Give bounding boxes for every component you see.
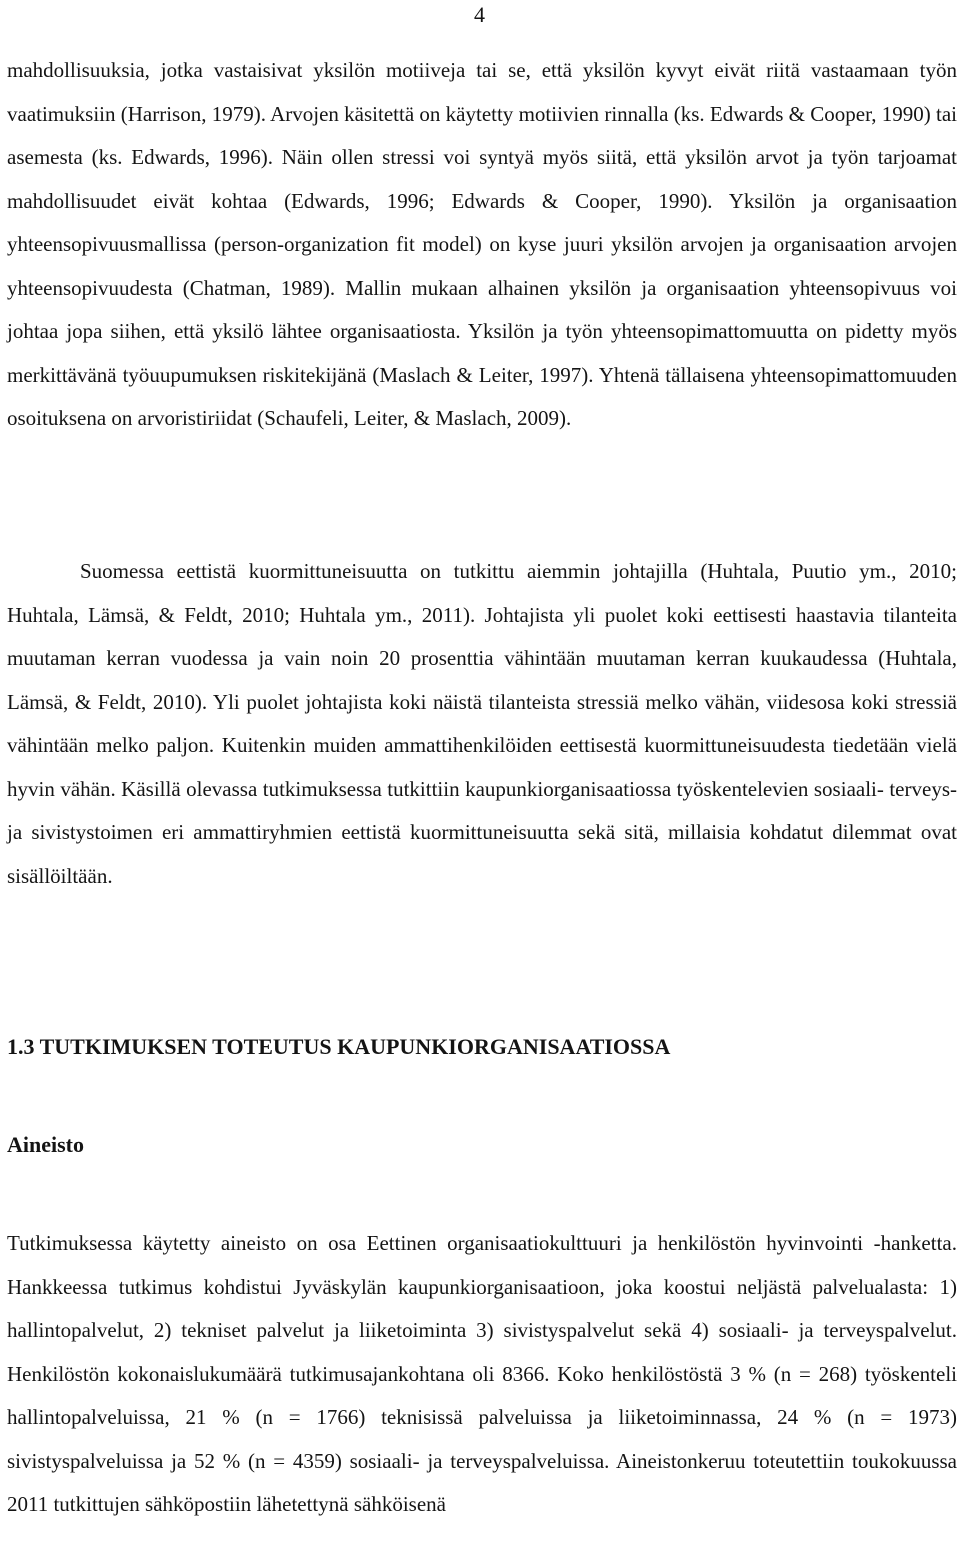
body-paragraph-2: Suomessa eettistä kuormittuneisuutta on tutkittu aiemmin johtajilla (Huhtala, Puutio ym., 2010; Huhtala, Lämsä, & Feldt, 2010; Huhtala ym., 2011). Johtajista yli puolet koki eettisesti haastavia tilanteita muutaman kerran vuodessa ja vain noin 20 prosenttia vähintään muutaman kerran kuukaudessa (Huhtala, Lämsä, & Feldt, 2010). Yli puolet johtajista koki näistä tilanteista stressiä melko vähän, viidesosa koki stressiä vähintään melko paljon. Kuitenkin muiden ammattihenkilöiden eettisestä kuormittuneisuudesta tiedetään vielä hyvin vähän. Käsillä olevassa tutkimuksessa tutkittiin kaupunkiorganisaatiossa työskentelevien sosiaali- terveys- ja sivistystoimen eri ammattiryhmien eettistä kuormittuneisuutta sekä sitä, millaisia kohdatut dilemmat ovat sisällöiltään.	[7, 559, 957, 888]
section-heading: 1.3 TUTKIMUKSEN TOTEUTUS KAUPUNKIORGANISAATIOSSA	[7, 1034, 671, 1059]
subsection-heading: Aineisto	[7, 1132, 84, 1157]
body-paragraph-3: Tutkimuksessa käytetty aineisto on osa Eettinen organisaatiokulttuuri ja henkilöstön hyvinvointi -hanketta. Hankkeessa tutkimus kohdistui Jyväskylän kaupunkiorganisaatioon, joka koostui neljästä palvelualasta: 1) hallintopalvelut, 2) tekniset palvelut ja liiketoiminta 3) sivistyspalvelut sekä 4) sosiaali- ja terveyspalvelut. Henkilöstön kokonaislukumäärä tutkimusajankohtana oli 8366. Koko henkilöstöstä 3 % (n = 268) työskenteli hallintopalveluissa, 21 % (n = 1766) teknisissä palveluissa ja liiketoiminnassa, 24 % (n = 1973) sivistyspalveluissa ja 52 % (n = 4359) sosiaali- ja terveyspalveluissa. Aineistonkeruu toteutettiin toukokuussa 2011 tutkittujen sähköpostiin lähetettynä sähköisenä	[7, 1231, 957, 1516]
body-paragraph-1: mahdollisuuksia, jotka vastaisivat yksilön motiiveja tai se, että yksilön kyvyt eivät riitä vastaamaan työn vaatimuksiin (Harrison, 1979). Arvojen käsitettä on käytetty motiivien rinnalla (ks. Edwards & Cooper, 1990) tai asemesta (ks. Edwards, 1996). Näin ollen stressi voi syntyä myös siitä, että yksilön arvot ja työn tarjoamat mahdollisuudet eivät kohtaa (Edwards, 1996; Edwards & Cooper, 1990). Yksilön ja organisaation yhteensopivuusmallissa (person-organization fit model) on kyse juuri yksilön arvojen ja organisaation arvojen yhteensopivuudesta (Chatman, 1989). Mallin mukaan alhainen yksilön ja organisaation yhteensopivuus voi johtaa jopa siihen, että yksilö lähtee organisaatiosta. Yksilön ja työn yhteensopimattomuutta on pidetty myös merkittävänä työuupumuksen riskitekijänä (Maslach & Leiter, 1997). Yhtenä tällaisena yhteensopimattomuuden osoituksena on arvoristiriidat (Schaufeli, Leiter, & Maslach, 2009).	[7, 58, 957, 430]
page-number: 4	[474, 2, 485, 27]
